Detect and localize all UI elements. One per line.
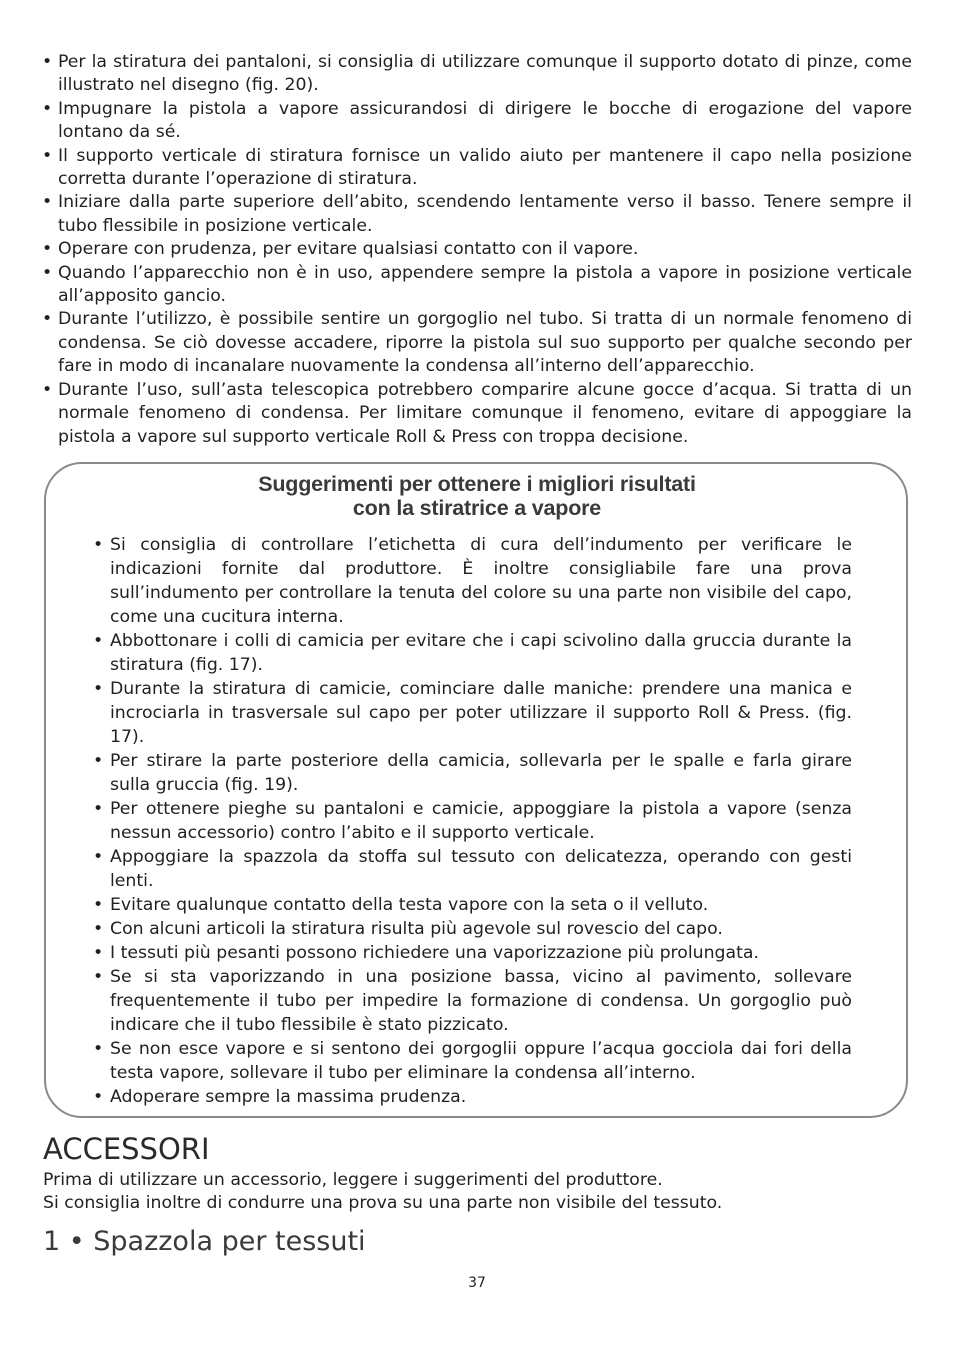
list-item: • Quando l’apparecchio non è in uso, appendere sempre la pistola a vapore in posizione verticale all’apposito gancio. (42, 262, 912, 307)
list-item: • Durante la stiratura di camicie, cominciare dalle maniche: prendere una manica e incrociarla in trasversale sul capo per poter utilizzare il supporto Roll & Press. (fig. 17). (93, 679, 852, 747)
list-item: • Durante l’utilizzo, è possibile sentire un gorgoglio nel tubo. Si tratta di un normale fenomeno di condensa. Se ciò dovesse accadere, riporre la pistola sul suo supporto per qualche secondo per fare in modo di incanalare nuovamente la condensa all’interno dell’apparecchio. (42, 309, 912, 377)
bullet-icon: • (42, 239, 53, 260)
section-heading: ACCESSORI (43, 1132, 210, 1166)
list-item: • Per la stiratura dei pantaloni, si consiglia di utilizzare comunque il supporto dotato di pinze, come illustrato nel disegno (fig. 20). (42, 52, 912, 96)
list-item: • Iniziare dalla parte superiore dell’abito, scendendo lentamente verso il basso. Tenere sempre il tubo flessibile in posizione verticale. (42, 192, 912, 236)
bullet-icon: • (93, 919, 104, 939)
bullet-icon: • (93, 847, 104, 867)
bullet-icon: • (93, 751, 104, 771)
bullet-icon: • (93, 631, 104, 651)
bullet-icon: • (42, 379, 53, 400)
list-item: • Se si sta vaporizzando in una posizione bassa, vicino al pavimento, sollevare frequentemente il tubo per impedire la formazione di condensa. Un gorgoglio può indicare che il tubo flessibile è stato pizzicato. (93, 967, 852, 1035)
bullet-icon: • (93, 895, 104, 915)
bullet-icon: • (42, 262, 53, 283)
list-item: • Se non esce vapore e si sentono dei gorgoglii oppure l’acqua gocciola dai fori della testa vapore, sollevare il tubo per eliminare la condensa all’interno. (93, 1039, 852, 1083)
bullet-icon: • (93, 1039, 104, 1059)
bullet-icon: • (93, 967, 104, 987)
list-item: • Il supporto verticale di stiratura fornisce un valido aiuto per mantenere il capo nella posizione corretta durante l’operazione di stiratura. (42, 145, 912, 190)
list-item: • Si consiglia di controllare l’etichetta di cura dell’indumento per verificare le indicazioni fornite dal produttore. È inoltre consigliabile fare una prova sull’indumento per controllare la tenuta del colore su una parte non visibile del capo, come una cucitura interna. (93, 535, 852, 627)
list-item: • Durante l’uso, sull’asta telescopica potrebbero comparire alcune gocce d’acqua. Si tratta di un normale fenomeno di condensa. Per limitare comunque il fenomeno, evitare di appoggiare la pistola a vapore sul supporto verticale Roll & Press con troppa decisione. (42, 379, 912, 447)
tips-list (93, 533, 852, 1109)
list-item: • Evitare qualunque contatto della testa vapore con la seta o il velluto. (93, 895, 709, 915)
bullet-icon: • (93, 943, 104, 963)
list-item: • I tessuti più pesanti possono richiedere una vaporizzazione più prolungata. (93, 943, 759, 963)
bullet-icon: • (42, 309, 53, 330)
bullet-icon: • (42, 98, 53, 119)
bullet-icon: • (93, 1087, 104, 1107)
paragraph: Prima di utilizzare un accessorio, leggere i suggerimenti del produttore. (43, 1170, 663, 1190)
list-item: • Impugnare la pistola a vapore assicurandosi di dirigere le bocche di erogazione del vapore lontano da sé. (42, 98, 912, 143)
bullet-icon: • (93, 679, 104, 699)
list-item: • Adoperare sempre la massima prudenza. (93, 1087, 467, 1107)
bullet-icon: • (93, 799, 104, 819)
tips-title: Suggerimenti per ottenere i migliori risultati con la stiratrice a vapore (258, 472, 696, 520)
list-item: • Per stirare la parte posteriore della camicia, sollevarla per le spalle e farla girare sulla gruccia (fig. 19). (93, 751, 852, 795)
list-item: • Per ottenere pieghe su pantaloni e camicie, appoggiare la pistola a vapore (senza nessun accessorio) contro l’abito e il supporto verticale. (93, 799, 852, 843)
instruction-list (42, 51, 912, 449)
page-number: 37 (468, 1275, 486, 1291)
bullet-icon: • (42, 145, 53, 166)
list-item: • Appoggiare la spazzola da stoffa sul tessuto con delicatezza, operando con gesti lenti. (93, 847, 852, 891)
paragraph: Si consiglia inoltre di condurre una prova su una parte non visibile del tessuto. (43, 1193, 723, 1213)
bullet-icon: • (42, 52, 53, 72)
bullet-icon: • (93, 535, 104, 555)
list-item: • Abbottonare i colli di camicia per evitare che i capi scivolino dalla gruccia durante la stiratura (fig. 17). (93, 631, 852, 675)
bullet-icon: • (42, 192, 53, 213)
list-item: • Con alcuni articoli la stiratura risulta più agevole sul rovescio del capo. (93, 919, 723, 939)
list-item: • Operare con prudenza, per evitare qualsiasi contatto con il vapore. (42, 238, 912, 261)
subsection-heading: 1 • Spazzola per tessuti (43, 1226, 366, 1257)
